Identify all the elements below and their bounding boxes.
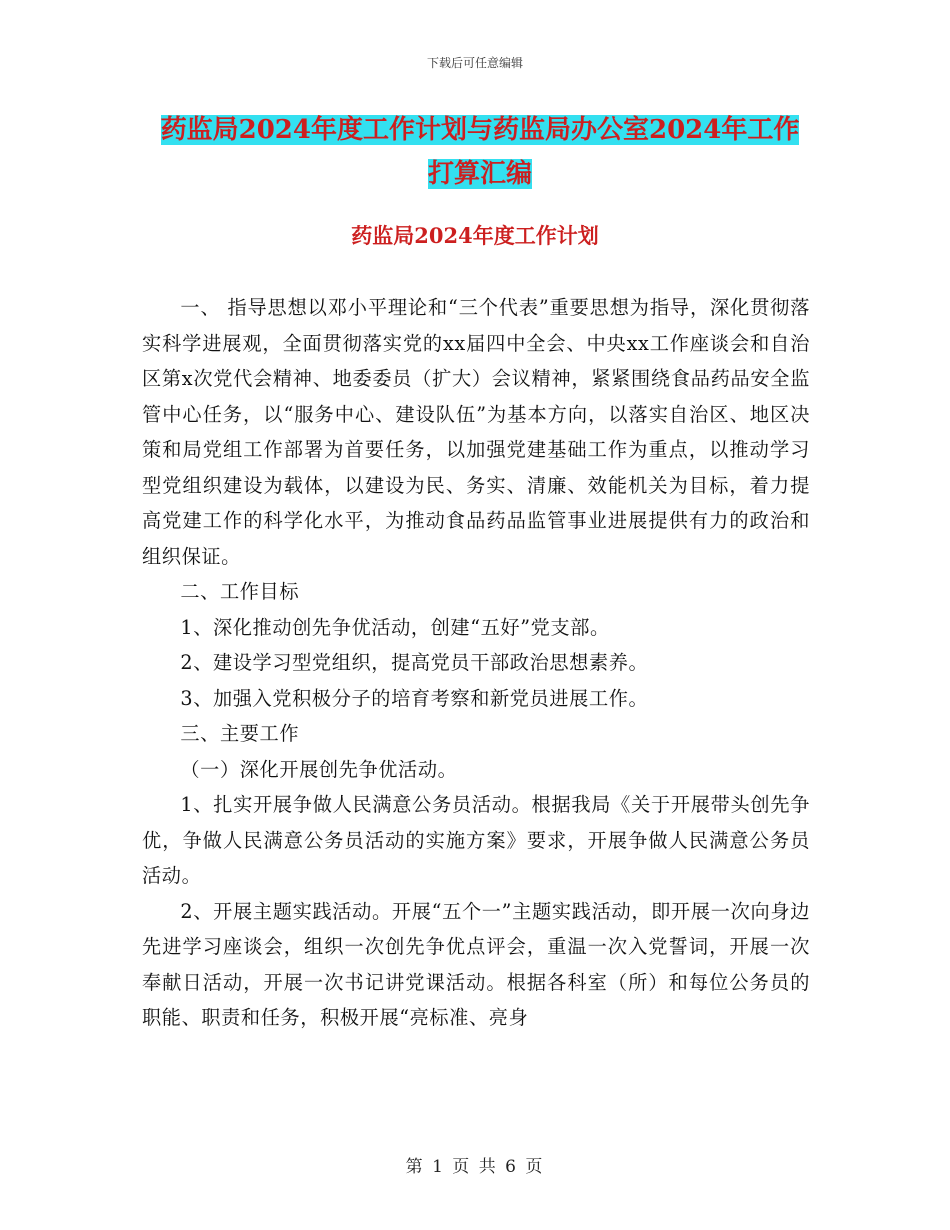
paragraph-guiding-ideology: 一、 指导思想以邓小平理论和“三个代表”重要思想为指导，深化贯彻落实科学进展观，全面贯彻落实党的xx届四中全会、中央xx工作座谈会和自治区第x次党代会精神、地委委员（扩大）会议精神，紧紧围绕食品药品安全监管中心任务，以“服务中心、建设队伍”为基本方向，以落实自治区、地区决策和局党组工作部署为首要任务，以加强党建基础工作为重点，以推动学习型党组织建设为载体，以建设为民、务实、清廉、效能机关为目标，着力提高党建工作的科学化水平，为推动食品药品监管事业进展提供有力的政治和组织保证。: [142, 296, 810, 568]
paragraph-goal-3: 3、加强入党积极分子的培育考察和新党员进展工作。: [180, 686, 649, 710]
document-title: [150, 108, 810, 196]
paragraph-work-1: 1、扎实开展争做人民满意公务员活动。根据我局《关于开展带头创先争优，争做人民满意公务员活动的实施方案》要求，开展争做人民满意公务员活动。: [142, 793, 810, 887]
paragraph-work-2: 2、开展主题实践活动。开展“五个一”主题实践活动，即开展一次向身边先进学习座谈会，组织一次创先争优点评会，重温一次入党誓词，开展一次奉献日活动，开展一次书记讲党课活动。根据各科室（所）和每位公务员的职能、职责和任务，积极开展“亮标准、亮身: [142, 899, 810, 1029]
header-note: 下载后可任意编辑: [426, 56, 523, 70]
page-footer: 第 1 页 共 6 页: [405, 1157, 545, 1177]
section-title: 药监局2024年度工作计划: [351, 223, 599, 248]
document-title-text: 药监局2024年度工作计划与药监局办公室2024年工作打算汇编: [160, 115, 800, 189]
paragraph-goal-2: 2、建设学习型党组织，提高党员干部政治思想素养。: [180, 651, 649, 674]
paragraph-subheading-1: （一）深化开展创先争优活动。: [180, 757, 458, 781]
document-body: [142, 290, 810, 1036]
paragraph-goal-1: 1、深化推动创先争优活动，创建“五好”党支部。: [180, 615, 610, 639]
paragraph-heading-main-work: 三、主要工作: [180, 722, 300, 745]
paragraph-heading-goals: 二、工作目标: [180, 580, 300, 603]
